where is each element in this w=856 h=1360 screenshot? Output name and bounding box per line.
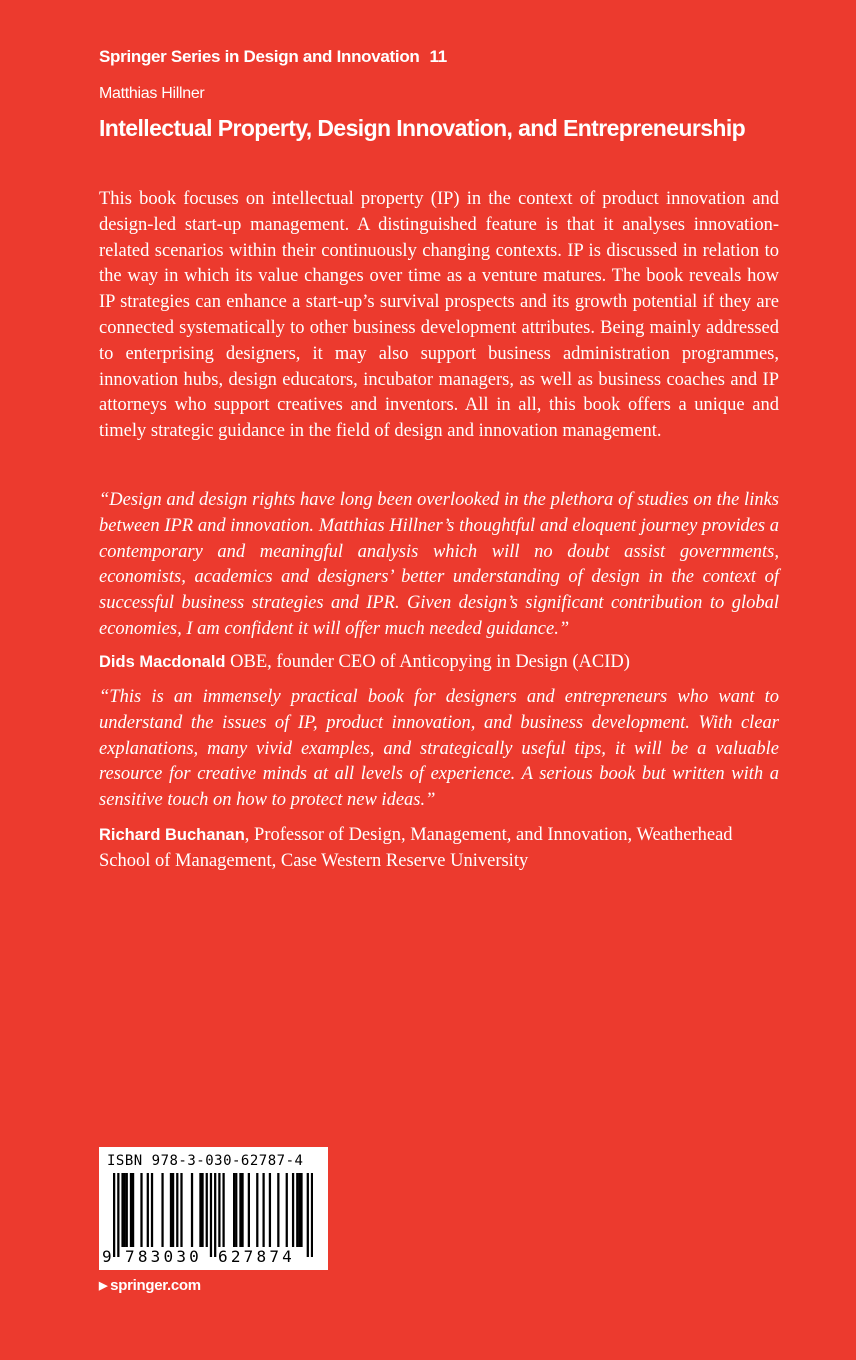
series-line	[99, 47, 447, 67]
barcode-bar	[140, 1173, 142, 1247]
website-url[interactable]: springer.com	[110, 1277, 201, 1294]
barcode-bar	[233, 1173, 235, 1247]
barcode-bar	[170, 1173, 172, 1247]
barcode-bar	[191, 1173, 193, 1247]
barcode-bar	[130, 1173, 132, 1247]
barcode-bar	[121, 1173, 123, 1247]
barcode-bar	[172, 1173, 174, 1247]
endorsement-attribution-1	[99, 650, 779, 676]
endorser-affiliation-2: , Professor of Design, Management, and Innovation, Weatherhead School of Management, Case Western Reserve University	[99, 825, 733, 871]
barcode-bar	[151, 1173, 153, 1247]
barcode-bar	[286, 1173, 288, 1247]
barcode-bar	[311, 1173, 313, 1257]
book-description: This book focuses on intellectual property (IP) in the context of product innovation and design-led start-up management. A distinguished feature is that it analyses innovation-related scenarios within their continuously changing contexts. IP is discussed in relation to the way in which its value changes over time as a venture matures. The book reveals how IP strategies can enhance a start-up’s survival prospects and its growth potential if they are connected systematically to other business development attributes. Being mainly addressed to enterprising designers, it may also support business administration programmes, innovation hubs, design educators, incubator managers, as well as business coaches and IP attorneys who support creatives and inventors. All in all, this book offers a unique and timely strategic guidance in the field of design and innovation management.	[99, 189, 779, 442]
barcode-bar	[132, 1173, 134, 1247]
barcode-bar	[210, 1173, 212, 1257]
barcode-bar	[214, 1173, 216, 1257]
barcode-bar	[307, 1173, 309, 1257]
barcode-bar	[256, 1173, 258, 1247]
barcode-bar	[124, 1173, 126, 1247]
endorsement-quote-1: “Design and design rights have long been overlooked in the plethora of studies on the links between IPR and innovation. Matthias Hillner’s thoughtful and eloquent journey provides a contemporary and meaningful analysis which will no doubt assist governments, economists, academics and designers’ better understanding of design in the context of successful business strategies and IPR. Given design’s significant contribution to global economies, I am confident it will offer much needed guidance.”	[99, 490, 779, 639]
author-name: Matthias Hillner	[99, 85, 205, 102]
barcode-bar	[277, 1173, 279, 1247]
barcode-bar	[126, 1173, 128, 1247]
barcode-bar	[180, 1173, 182, 1247]
barcode-bar	[199, 1173, 201, 1247]
endorser-name-2: Richard Buchanan	[99, 826, 245, 844]
series-name: Springer Series in Design and Innovation	[99, 47, 420, 66]
barcode-bar	[113, 1173, 115, 1257]
isbn-label: ISBN 978-3-030-62787-4	[107, 1153, 304, 1169]
barcode-bar	[206, 1173, 208, 1247]
barcode-bar	[176, 1173, 178, 1247]
barcode-bar	[239, 1173, 241, 1247]
endorsement-quote-2: “This is an immensely practical book for designers and entrepreneurs who want to understand the issues of IP, product innovation, and business development. With clear explanations, many vivid examples, and strategically useful tips, it will be a valuable resource for creative minds at all levels of experience. A serious book but written with a sensitive touch on how to protect new ideas.”	[99, 687, 779, 811]
barcode-bar	[300, 1173, 302, 1247]
endorser-affiliation-1: OBE, founder CEO of Anticopying in Design (ACID)	[225, 652, 630, 672]
barcode-bar	[241, 1173, 243, 1247]
endorser-name-1: Dids Macdonald	[99, 653, 226, 671]
publisher-website[interactable]	[99, 1277, 201, 1294]
barcode-bar	[248, 1173, 250, 1247]
isbn-barcode	[99, 1147, 328, 1270]
barcode-bar	[262, 1173, 264, 1247]
barcode-bar	[201, 1173, 203, 1247]
barcode-bar	[161, 1173, 163, 1247]
barcode-digits-left: 783030	[125, 1247, 202, 1266]
series-number: 11	[429, 47, 447, 66]
book-title: Intellectual Property, Design Innovation, and Entrepreneurship	[99, 115, 746, 141]
barcode-bar	[222, 1173, 224, 1247]
barcode-bar	[235, 1173, 237, 1247]
endorsement-attribution-2	[99, 823, 779, 875]
barcode-bar	[269, 1173, 271, 1247]
barcode-digits-right: 627874	[218, 1247, 295, 1266]
barcode-bar	[298, 1173, 300, 1247]
arrow-right-icon: ▶	[99, 1280, 108, 1292]
barcode-bar	[296, 1173, 298, 1247]
barcode-bar	[147, 1173, 149, 1247]
barcode-bar	[117, 1173, 119, 1257]
barcode-digit-first: 9	[102, 1247, 112, 1266]
barcode-bar	[292, 1173, 294, 1247]
barcode-bar	[218, 1173, 220, 1247]
